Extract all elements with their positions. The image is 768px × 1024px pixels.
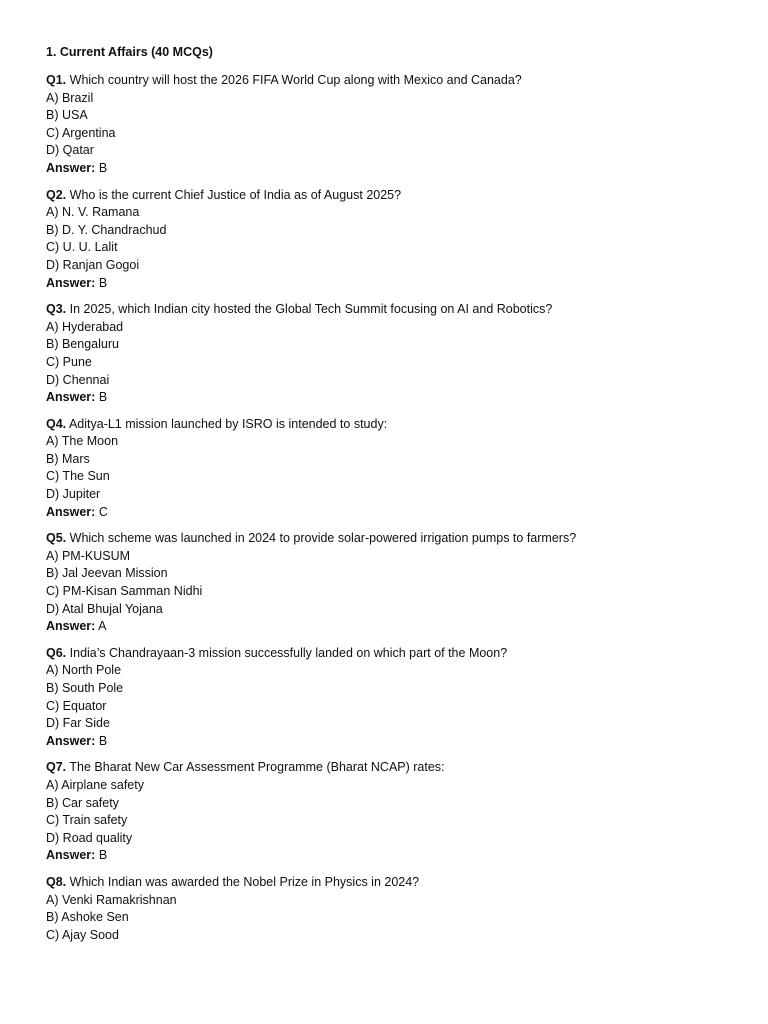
question-block	[46, 759, 768, 865]
answer-option: D) Qatar	[46, 143, 94, 158]
answer-value: B	[98, 390, 108, 405]
question-line	[46, 416, 768, 434]
question-block	[46, 301, 768, 407]
answer-option: A) N. V. Ramana	[46, 205, 140, 220]
answer-option: C) PM-Kisan Samman Nidhi	[46, 584, 203, 599]
question-line	[46, 759, 768, 777]
question-number: Q5.	[46, 531, 67, 546]
question-text: In 2025, which Indian city hosted the Global Tech Summit focusing on AI and Robotics?	[69, 302, 553, 317]
question-number: Q1.	[46, 73, 67, 87]
answer-option: A) Hyderabad	[46, 319, 124, 334]
answer-line	[46, 618, 768, 636]
question-text: Who is the current Chief Justice of India as of August 2025?	[69, 187, 402, 202]
question-number: Q4.	[46, 416, 67, 431]
answer-option: C) Argentina	[46, 125, 116, 140]
answer-line	[46, 733, 768, 751]
answer-option: C) Pune	[46, 354, 92, 369]
question-text: The Bharat New Car Assessment Programme (Bharat NCAP) rates:	[69, 760, 445, 775]
answer-value: C	[98, 504, 108, 519]
question-number: Q6.	[46, 645, 67, 660]
answer-option: A) Brazil	[46, 90, 94, 105]
answer-line	[46, 847, 768, 865]
answer-value: B	[98, 160, 108, 175]
answer-option: A) The Moon	[46, 434, 119, 449]
answer-line	[46, 389, 768, 407]
answer-option: D) Jupiter	[46, 487, 101, 502]
answer-option: B) Bengaluru	[46, 337, 119, 352]
answer-label: Answer:	[46, 504, 96, 519]
answer-option: B) Ashoke Sen	[46, 910, 129, 925]
question-block	[46, 416, 768, 522]
section-title: 1. Current Affairs (40 MCQs)	[46, 45, 213, 59]
answer-line	[46, 160, 768, 178]
question-line	[46, 301, 768, 319]
answer-option: C) The Sun	[46, 469, 110, 484]
question-line	[46, 530, 768, 548]
answer-label: Answer:	[46, 160, 96, 175]
answer-option: C) Train safety	[46, 813, 128, 828]
answer-value: B	[98, 733, 108, 748]
question-line	[46, 187, 768, 205]
question-line	[46, 874, 768, 892]
answer-option: B) USA	[46, 108, 88, 123]
question-number: Q3.	[46, 302, 67, 317]
answer-value: A	[98, 619, 107, 634]
answer-option: A) Venki Ramakrishnan	[46, 892, 177, 907]
question-block	[46, 530, 768, 636]
answer-value: B	[98, 275, 108, 290]
question-number: Q8.	[46, 874, 67, 889]
answer-option: C) U. U. Lalit	[46, 240, 118, 255]
answer-label: Answer:	[46, 848, 96, 863]
question-line	[46, 72, 768, 90]
question-text: Which country will host the 2026 FIFA World Cup along with Mexico and Canada?	[69, 73, 522, 87]
answer-label: Answer:	[46, 390, 96, 405]
question-number: Q7.	[46, 760, 67, 775]
answer-line	[46, 275, 768, 293]
answer-option: A) PM-KUSUM	[46, 548, 131, 563]
question-block	[46, 874, 768, 944]
answer-value: B	[98, 848, 108, 863]
answer-option: D) Atal Bhujal Yojana	[46, 601, 163, 616]
question-text: Which scheme was launched in 2024 to provide solar-powered irrigation pumps to farmers?	[69, 531, 577, 546]
answer-option: B) Car safety	[46, 795, 119, 810]
question-text: Aditya-L1 mission launched by ISRO is intended to study:	[68, 416, 388, 431]
question-text: Which Indian was awarded the Nobel Prize in Physics in 2024?	[69, 874, 420, 889]
answer-label: Answer:	[46, 733, 96, 748]
answer-label: Answer:	[46, 619, 96, 634]
answer-label: Answer:	[46, 275, 96, 290]
question-block	[46, 187, 768, 293]
question-block	[46, 645, 768, 751]
question-number: Q2.	[46, 187, 67, 202]
answer-option: C) Equator	[46, 698, 107, 713]
answer-option: D) Far Side	[46, 716, 110, 731]
answer-option: A) Airplane safety	[46, 777, 144, 792]
question-text: India’s Chandrayaan-3 mission successfully landed on which part of the Moon?	[69, 645, 508, 660]
question-line	[46, 645, 768, 663]
question-block	[46, 72, 768, 178]
answer-option: B) Mars	[46, 451, 90, 466]
answer-option: B) South Pole	[46, 681, 124, 695]
answer-option: B) D. Y. Chandrachud	[46, 222, 167, 237]
answer-option: A) North Pole	[46, 663, 122, 678]
answer-option: D) Road quality	[46, 830, 133, 845]
answer-line	[46, 504, 768, 522]
answer-option: D) Ranjan Gogoi	[46, 257, 140, 272]
answer-option: D) Chennai	[46, 372, 110, 387]
answer-option: C) Ajay Sood	[46, 927, 119, 942]
question-list	[46, 72, 768, 944]
answer-option: B) Jal Jeevan Mission	[46, 566, 168, 581]
